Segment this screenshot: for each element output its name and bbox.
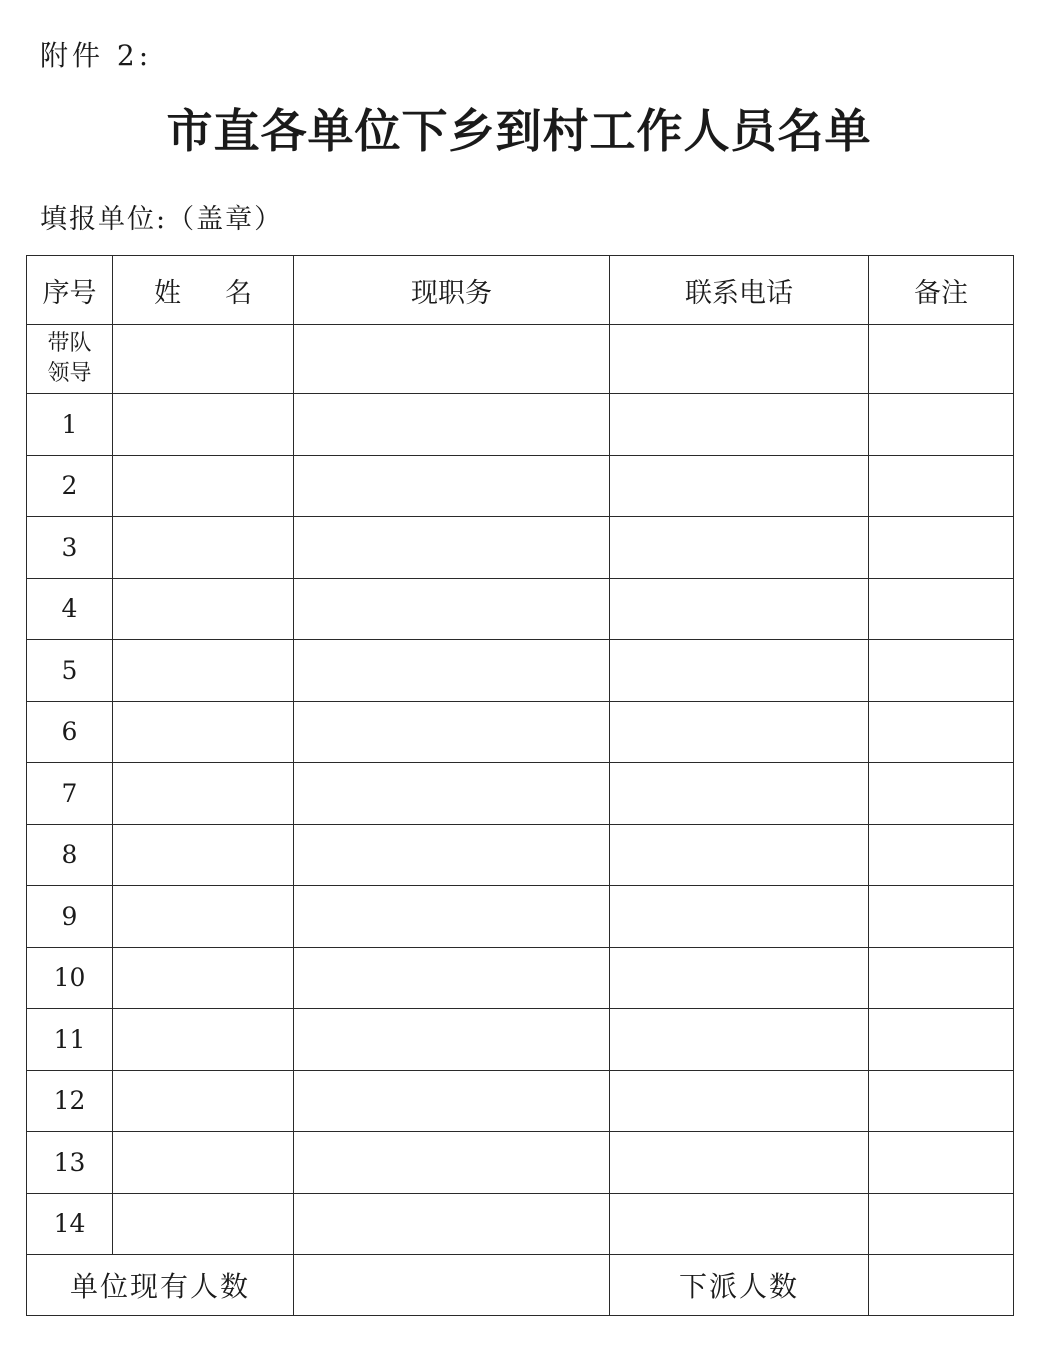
current-staff-label: 单位现有人数: [27, 1255, 294, 1316]
phone-cell[interactable]: [610, 325, 869, 394]
phone-cell[interactable]: [610, 394, 869, 456]
phone-cell[interactable]: [610, 517, 869, 579]
seq-cell: 11: [27, 1009, 113, 1071]
name-cell[interactable]: [113, 640, 294, 702]
phone-cell[interactable]: [610, 1193, 869, 1255]
fill-unit-label: 填报单位:（盖章）: [40, 204, 284, 235]
name-cell[interactable]: [113, 701, 294, 763]
seq-cell: 9: [27, 886, 113, 948]
table-row: [27, 947, 1014, 1009]
table-row: [27, 578, 1014, 640]
position-cell[interactable]: [294, 701, 610, 763]
name-cell[interactable]: [113, 325, 294, 394]
seq-cell: 12: [27, 1070, 113, 1132]
dispatched-count-cell[interactable]: [869, 1255, 1014, 1316]
leader-label-line2: 领导: [47, 361, 92, 386]
name-cell[interactable]: [113, 824, 294, 886]
phone-cell[interactable]: [610, 640, 869, 702]
table-footer-row: [27, 1255, 1014, 1316]
staff-roster-table: [26, 255, 1014, 1316]
remarks-cell[interactable]: [869, 701, 1014, 763]
position-cell[interactable]: [294, 325, 610, 394]
header-name-part2: 名: [225, 277, 252, 309]
header-name: [113, 256, 294, 325]
remarks-cell[interactable]: [869, 1070, 1014, 1132]
table-row: [27, 886, 1014, 948]
name-cell[interactable]: [113, 763, 294, 825]
remarks-cell[interactable]: [869, 1132, 1014, 1194]
phone-cell[interactable]: [610, 763, 869, 825]
header-remarks: 备注: [869, 256, 1014, 325]
remarks-cell[interactable]: [869, 640, 1014, 702]
phone-cell[interactable]: [610, 701, 869, 763]
remarks-cell[interactable]: [869, 394, 1014, 456]
position-cell[interactable]: [294, 578, 610, 640]
table-row: [27, 394, 1014, 456]
phone-cell[interactable]: [610, 947, 869, 1009]
table-row: [27, 1193, 1014, 1255]
remarks-cell[interactable]: [869, 947, 1014, 1009]
phone-cell[interactable]: [610, 1009, 869, 1071]
table-row-leader: [27, 325, 1014, 394]
table-row: [27, 1132, 1014, 1194]
remarks-cell[interactable]: [869, 455, 1014, 517]
remarks-cell[interactable]: [869, 1193, 1014, 1255]
table-row: [27, 517, 1014, 579]
position-cell[interactable]: [294, 886, 610, 948]
name-cell[interactable]: [113, 1193, 294, 1255]
table-header-row: [27, 256, 1014, 325]
position-cell[interactable]: [294, 947, 610, 1009]
leader-label-cell: [27, 325, 113, 394]
position-cell[interactable]: [294, 1070, 610, 1132]
name-cell[interactable]: [113, 455, 294, 517]
remarks-cell[interactable]: [869, 578, 1014, 640]
name-cell[interactable]: [113, 394, 294, 456]
position-cell[interactable]: [294, 1009, 610, 1071]
position-cell[interactable]: [294, 763, 610, 825]
position-cell[interactable]: [294, 1193, 610, 1255]
position-cell[interactable]: [294, 640, 610, 702]
header-seq: 序号: [27, 256, 113, 325]
current-staff-count-cell[interactable]: [294, 1255, 610, 1316]
name-cell[interactable]: [113, 947, 294, 1009]
name-cell[interactable]: [113, 517, 294, 579]
name-cell[interactable]: [113, 1132, 294, 1194]
header-name-part1: 姓: [154, 277, 181, 309]
seq-cell: 10: [27, 947, 113, 1009]
table-row: [27, 701, 1014, 763]
seq-cell: 6: [27, 701, 113, 763]
remarks-cell[interactable]: [869, 517, 1014, 579]
phone-cell[interactable]: [610, 1070, 869, 1132]
seq-cell: 7: [27, 763, 113, 825]
phone-cell[interactable]: [610, 455, 869, 517]
position-cell[interactable]: [294, 1132, 610, 1194]
seq-cell: 14: [27, 1193, 113, 1255]
remarks-cell[interactable]: [869, 325, 1014, 394]
table-row: [27, 640, 1014, 702]
position-cell[interactable]: [294, 824, 610, 886]
attachment-label: 附件 2:: [40, 39, 153, 72]
phone-cell[interactable]: [610, 886, 869, 948]
remarks-cell[interactable]: [869, 886, 1014, 948]
dispatched-label: 下派人数: [610, 1255, 869, 1316]
document-title: 市直各单位下乡到村工作人员名单: [166, 104, 872, 158]
remarks-cell[interactable]: [869, 824, 1014, 886]
seq-cell: 4: [27, 578, 113, 640]
table-row: [27, 824, 1014, 886]
name-cell[interactable]: [113, 886, 294, 948]
remarks-cell[interactable]: [869, 763, 1014, 825]
remarks-cell[interactable]: [869, 1009, 1014, 1071]
table-row: [27, 763, 1014, 825]
phone-cell[interactable]: [610, 1132, 869, 1194]
table-row: [27, 1070, 1014, 1132]
position-cell[interactable]: [294, 517, 610, 579]
table-row: [27, 455, 1014, 517]
seq-cell: 3: [27, 517, 113, 579]
phone-cell[interactable]: [610, 578, 869, 640]
name-cell[interactable]: [113, 1070, 294, 1132]
name-cell[interactable]: [113, 1009, 294, 1071]
leader-label-line1: 带队: [47, 331, 92, 356]
seq-cell: 13: [27, 1132, 113, 1194]
seq-cell: 1: [27, 394, 113, 456]
header-phone: 联系电话: [610, 256, 869, 325]
seq-cell: 2: [27, 455, 113, 517]
table-row: [27, 1009, 1014, 1071]
seq-cell: 8: [27, 824, 113, 886]
seq-cell: 5: [27, 640, 113, 702]
position-cell[interactable]: [294, 394, 610, 456]
phone-cell[interactable]: [610, 824, 869, 886]
name-cell[interactable]: [113, 578, 294, 640]
position-cell[interactable]: [294, 455, 610, 517]
header-position: 现职务: [294, 256, 610, 325]
